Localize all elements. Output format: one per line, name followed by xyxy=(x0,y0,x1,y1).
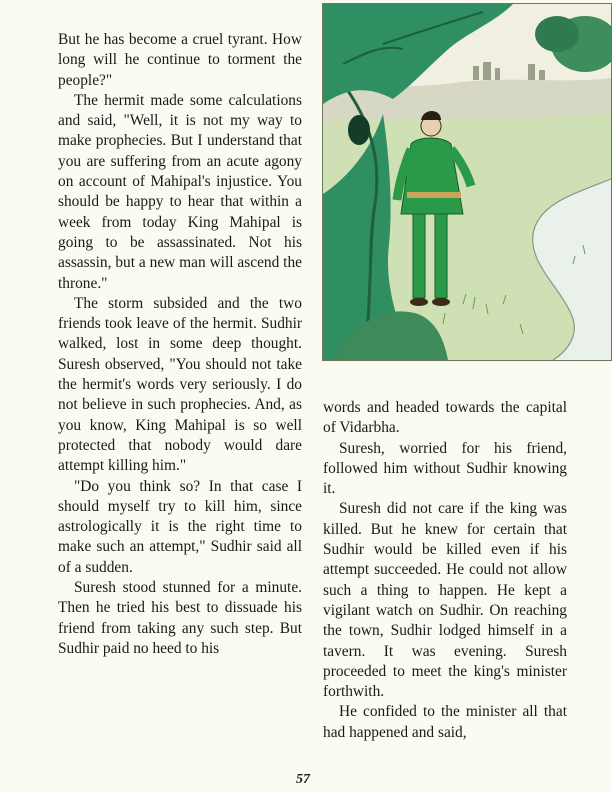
paragraph: Suresh stood stunned for a minute. Then he tried his best to dissuade his friend from taking any such step. But Sudhir paid no heed to his xyxy=(58,579,302,657)
story-illustration xyxy=(322,3,612,361)
paragraph: But he has become a cruel tyrant. How long will he continue to torment the people?" xyxy=(58,31,302,89)
paragraph: Suresh, worried for his friend, followed him without Sudhir knowing it. xyxy=(323,439,567,498)
illustration-drawing xyxy=(323,4,611,360)
left-text-column xyxy=(58,30,302,659)
page-number: 57 xyxy=(296,772,310,787)
paragraph: He confided to the minister all that had happened and said, xyxy=(323,703,567,741)
paragraph: "Do you think so? In that case I should myself try to kill him, since astrologically it is the right time to make such an attempt," Sudhir said all of a sudden. xyxy=(58,477,302,576)
paragraph: The hermit made some calculations and said, "Well, it is not my way to make prophecies. But I understand that you are suffering from an acute agony on account of Mahipal's injustice. You should be happy to hear that within a week from today King Mahipal is going to be assassinated. Not his assassin, but a new man will ascend the throne." xyxy=(58,91,302,292)
paragraph: Suresh did not care if the king was killed. But he knew for certain that Sudhir would be killed even if his attempt succeeded. He could not allow such a thing to happen. He kept a vigilant watch on Sudhir. On reaching the town, Sudhir lodged himself in a tavern. It was evening. Suresh proceeded to meet the king's minister forthwith. xyxy=(323,500,567,701)
paragraph: words and headed towards the capital of Vidarbha. xyxy=(323,399,567,437)
paragraph: The storm subsided and the two friends took leave of the hermit. Sudhir walked, lost in some deep thought. Suresh observed, "You should not take the hermit's words very seriously. I do not believe in such prophecies. And, as you know, King Mahipal is so well protected that nobody would dare attempt killing him." xyxy=(58,294,302,475)
right-text-column xyxy=(323,398,567,743)
